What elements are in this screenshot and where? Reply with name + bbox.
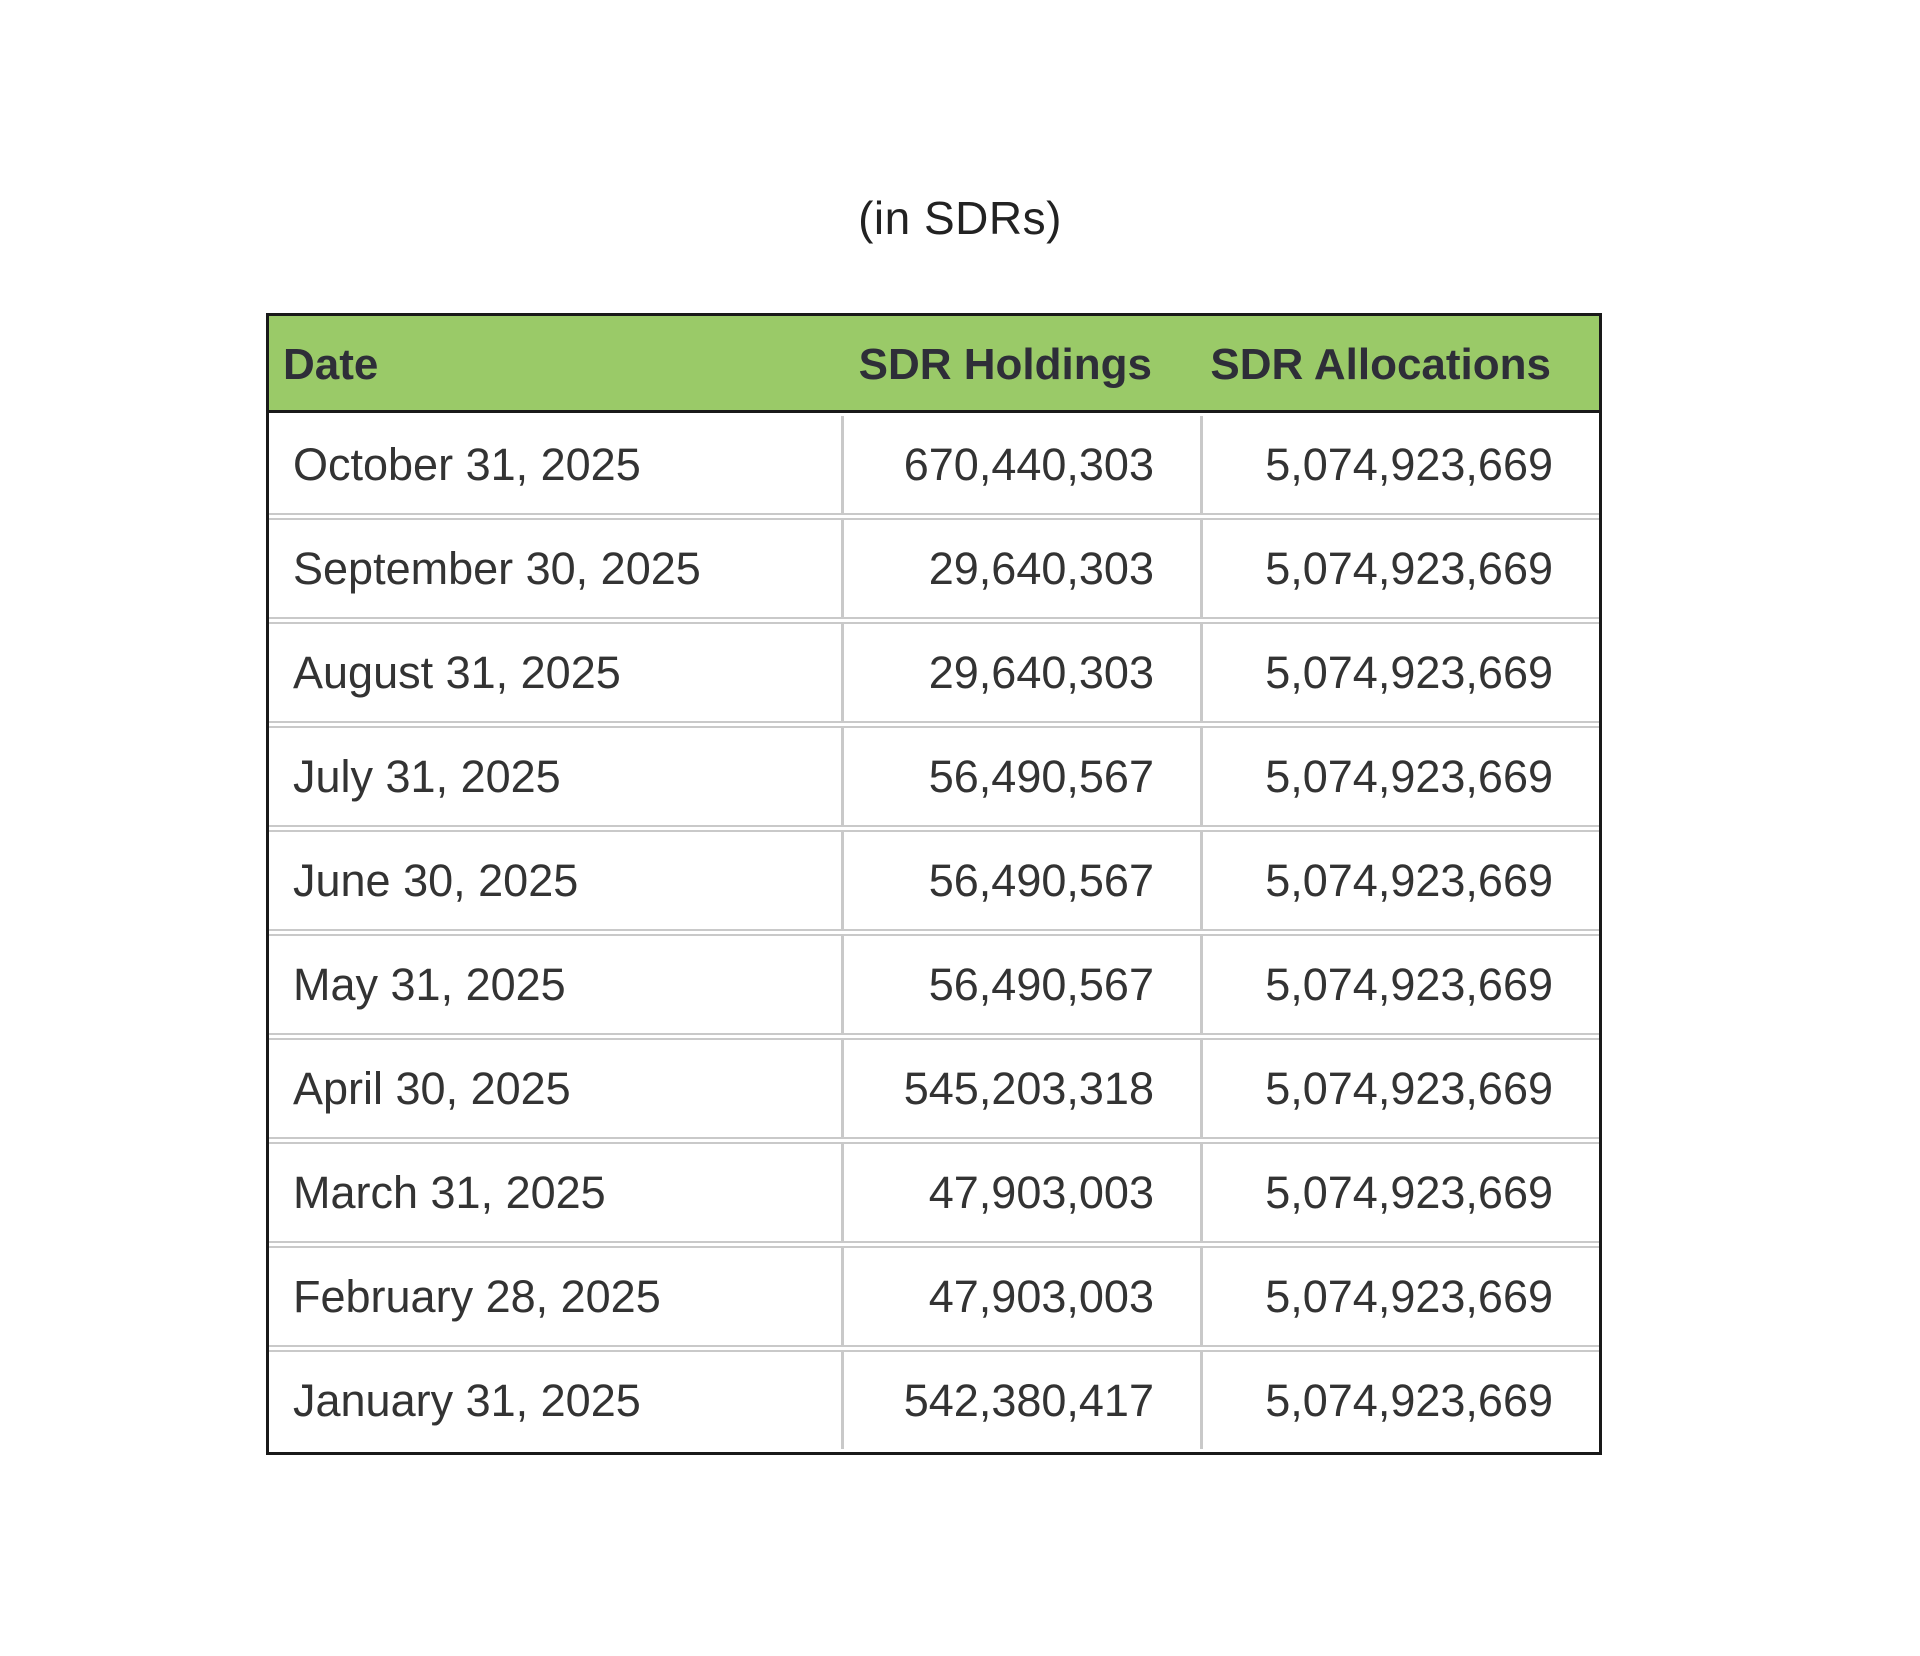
holdings-cell: 47,903,003 [841, 1246, 1200, 1347]
date-cell: October 31, 2025 [269, 416, 841, 515]
column-header-date: Date [269, 319, 841, 413]
table-header-row [269, 319, 1599, 413]
column-header-holdings: SDR Holdings [841, 319, 1200, 413]
allocations-cell: 5,074,923,669 [1200, 622, 1599, 723]
page-title: (in SDRs) [858, 192, 1062, 244]
table-row [269, 934, 1599, 1035]
date-cell: February 28, 2025 [269, 1246, 841, 1347]
allocations-cell: 5,074,923,669 [1200, 1350, 1599, 1449]
date-cell: March 31, 2025 [269, 1142, 841, 1243]
holdings-cell: 542,380,417 [841, 1350, 1200, 1449]
table-row [269, 1246, 1599, 1347]
table-row [269, 1142, 1599, 1243]
holdings-cell: 670,440,303 [841, 416, 1200, 515]
sdr-table-container [266, 313, 1602, 1455]
holdings-cell: 56,490,567 [841, 830, 1200, 931]
table-row [269, 726, 1599, 827]
table-row [269, 1038, 1599, 1139]
date-cell: January 31, 2025 [269, 1350, 841, 1449]
allocations-cell: 5,074,923,669 [1200, 1038, 1599, 1139]
table-row [269, 830, 1599, 931]
date-cell: September 30, 2025 [269, 518, 841, 619]
sdr-table [266, 313, 1602, 1455]
date-cell: April 30, 2025 [269, 1038, 841, 1139]
allocations-cell: 5,074,923,669 [1200, 416, 1599, 515]
column-header-allocations: SDR Allocations [1200, 319, 1599, 413]
date-cell: August 31, 2025 [269, 622, 841, 723]
allocations-cell: 5,074,923,669 [1200, 726, 1599, 827]
table-row [269, 1350, 1599, 1449]
holdings-cell: 29,640,303 [841, 622, 1200, 723]
table-row [269, 622, 1599, 723]
date-cell: June 30, 2025 [269, 830, 841, 931]
allocations-cell: 5,074,923,669 [1200, 830, 1599, 931]
allocations-cell: 5,074,923,669 [1200, 1246, 1599, 1347]
date-cell: July 31, 2025 [269, 726, 841, 827]
date-cell: May 31, 2025 [269, 934, 841, 1035]
holdings-cell: 29,640,303 [841, 518, 1200, 619]
holdings-cell: 56,490,567 [841, 726, 1200, 827]
table-row [269, 416, 1599, 515]
table-row [269, 518, 1599, 619]
allocations-cell: 5,074,923,669 [1200, 934, 1599, 1035]
allocations-cell: 5,074,923,669 [1200, 1142, 1599, 1243]
holdings-cell: 47,903,003 [841, 1142, 1200, 1243]
holdings-cell: 545,203,318 [841, 1038, 1200, 1139]
allocations-cell: 5,074,923,669 [1200, 518, 1599, 619]
holdings-cell: 56,490,567 [841, 934, 1200, 1035]
